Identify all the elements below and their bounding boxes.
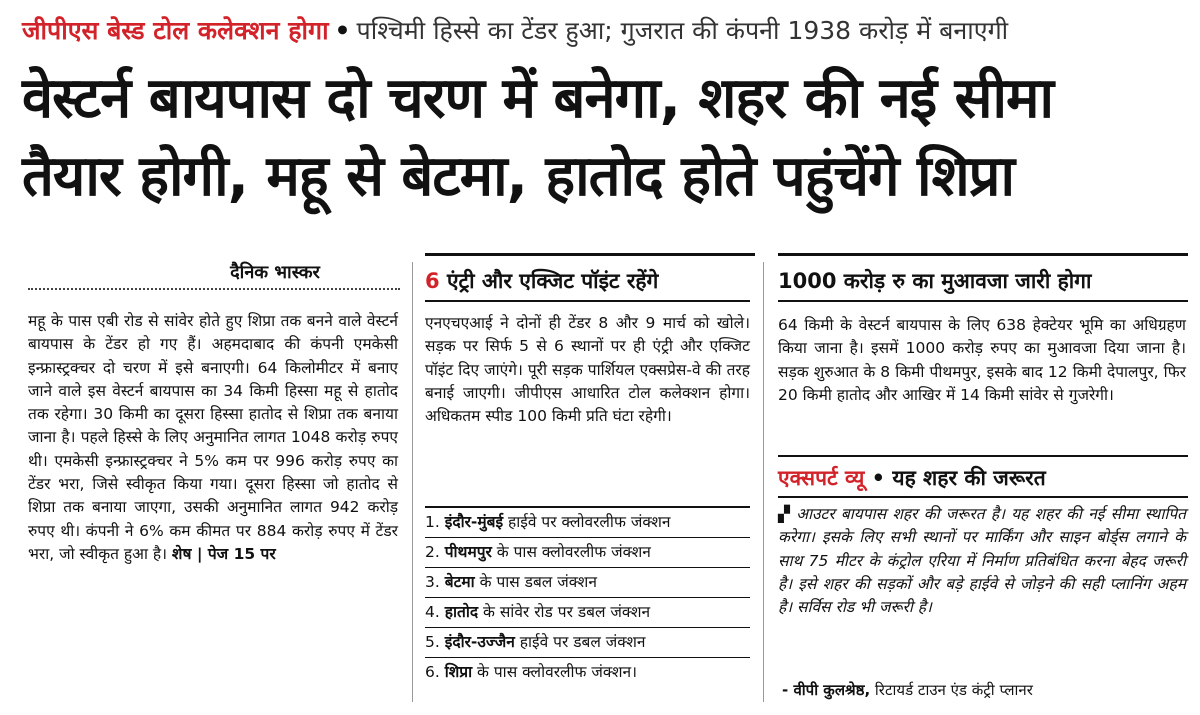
kicker-highlight: जीपीएस बेस्ड टोल कलेक्शन होगा (22, 16, 329, 45)
expert-role: रिटायर्ड टाउन एंड कंट्री प्लानर (870, 681, 1033, 699)
expert-view-label: एक्सपर्ट व्यू (778, 466, 865, 490)
article-column-1 (28, 310, 398, 566)
headline-line-1: वेस्टर्न बायपास दो चरण में बनेगा, शहर की नई सीमा (22, 66, 1054, 131)
list-item: 1. इंदौर-मुंबई हाईवे पर क्लोवरलीफ जंक्शन (425, 508, 750, 538)
divider-under-headline-right (778, 253, 1188, 256)
list-item: 3. बेटमा के पास डबल जंक्शन (425, 568, 750, 598)
expert-view-quote (778, 503, 1186, 619)
quote-icon: ▞ (778, 505, 790, 523)
expert-name: - वीपी कुलश्रेष्ठ, (782, 681, 871, 699)
junction-list (425, 508, 750, 687)
column-3-heading: 1000 करोड़ रु का मुआवजा जारी होगा (778, 269, 1092, 293)
list-item: 5. इंदौर-उज्जैन हाईवे पर डबल जंक्शन (425, 628, 750, 658)
article-column-2 (425, 312, 750, 428)
kicker-bullet: • (334, 16, 351, 45)
divider-under-headline-mid (425, 253, 755, 256)
divider-col3-expert-under (778, 496, 1188, 498)
column-2-heading-text: एंट्री और एक्जिट पॉइंट रहेंगे (446, 269, 659, 293)
article-column-3 (778, 314, 1186, 407)
expert-signature (782, 680, 1182, 700)
list-item: 4. हातोद के सांवेर रोड पर डबल जंक्शन (425, 598, 750, 628)
kicker-text: पश्चिमी हिस्से का टेंडर हुआ; गुजरात की कंपनी 1938 करोड़ में बनाएगी (356, 16, 1009, 45)
divider-col3-head (778, 300, 1188, 302)
continued-link[interactable]: शेष | पेज 15 पर (171, 544, 276, 563)
list-item: 2. पीथमपुर के पास क्लोवरलीफ जंक्शन (425, 538, 750, 568)
column-separator-1 (412, 262, 413, 702)
expert-view-heading (778, 463, 1186, 493)
column-2-heading (425, 266, 658, 296)
expert-view-title: यह शहर की जरूरत (892, 466, 1046, 490)
column-1-text: महू के पास एबी रोड से सांवेर होते हुए शिप्रा तक बनने वाले वेस्टर्न बायपास के टेंडर हो गए हैं। अहमदाबाद की कंपनी एमकेसी इन्फ्रास्ट्रक्चर दो चरण में इसे बनाएगी। 64 किलोमीटर में बनाए जाने वाले इस वेस्टर्न बायपास का 34 किमी हिस्सा महू से हातोद तक रहेगा। 30 किमी का दूसरा हिस्सा हातोद से शिप्रा तक बनाया जाना है। पहले हिस्से के लिए अनुमानित लागत 1048 करोड़ रुपए थी। एमकेसी इन्फ्रास्ट्रक्चर ने 5% कम पर 996 करोड़ रुपए का टेंडर भरा, जिसे स्वीकृत किया गया। दूसरा हिस्सा जो हातोद से शिप्रा तक बनाया जाएगा, उसकी अनुमानित लागत 942 करोड़ रुपए थी। कंपनी ने 6% कम कीमत पर 884 करोड़ रुपए में टेंडर भरा, जो स्वीकृत हुआ है। (28, 312, 398, 563)
divider-col3-expert (778, 455, 1188, 457)
column-3-text: 64 किमी के वेस्टर्न बायपास के लिए 638 हेक्टेयर भूमि का अधिग्रहण किया जाना है। इसमें 1000 करोड़ रुपए का मुआवजा दिया जाना है। सड़क शुरुआत के 8 किमी पीथमपुर, इसके बाद 12 किमी देपालपुर, फिर 20 किमी हातोद और आखिर में 14 किमी सांवेर से गुजरेगी। (778, 316, 1186, 404)
headline (22, 60, 1192, 216)
divider-col1-dotted (28, 288, 400, 290)
column-2-heading-number: 6 (425, 269, 440, 293)
headline-line-2: तैयार होगी, महू से बेटमा, हातोद होते पहुंचेंगे शिप्रा (22, 144, 1015, 209)
byline: दैनिक भास्कर (230, 262, 320, 283)
list-item: 6. शिप्रा के पास क्लोवरलीफ जंक्शन। (425, 663, 637, 681)
kicker-line (22, 10, 1192, 52)
divider-col2-head (425, 300, 750, 302)
column-2-text: एनएचएआई ने दोनों ही टेंडर 8 और 9 मार्च को खोले। सड़क पर सिर्फ 5 से 6 स्थानों पर ही एंट्री और एक्जिट पॉइंट दिए जाएंगे। पूरी सड़क पार्शियल एक्सप्रेस-वे की तरह बनाई जाएगी। जीपीएस आधारित टोल कलेक्शन होगा। अधिकतम स्पीड 100 किमी प्रति घंटा रहेगी। (425, 314, 750, 426)
column-separator-2 (763, 262, 764, 702)
expert-view-text: आउटर बायपास शहर की जरूरत है। यह शहर की नई सीमा स्थापित करेगा। इसके लिए सभी स्थानों पर मार्किंग और साइन बोर्ड्स लगाने के साथ 75 मीटर के कंट्रोल एरिया में निर्माण प्रतिबंधित करना बेहद जरूरी है। इसे शहर की सड़कों और बड़े हाईवे से जोड़ने की सही प्लानिंग अहम है। सर्विस रोड भी जरूरी है। (778, 505, 1186, 617)
expert-view-bullet: • (871, 466, 886, 490)
